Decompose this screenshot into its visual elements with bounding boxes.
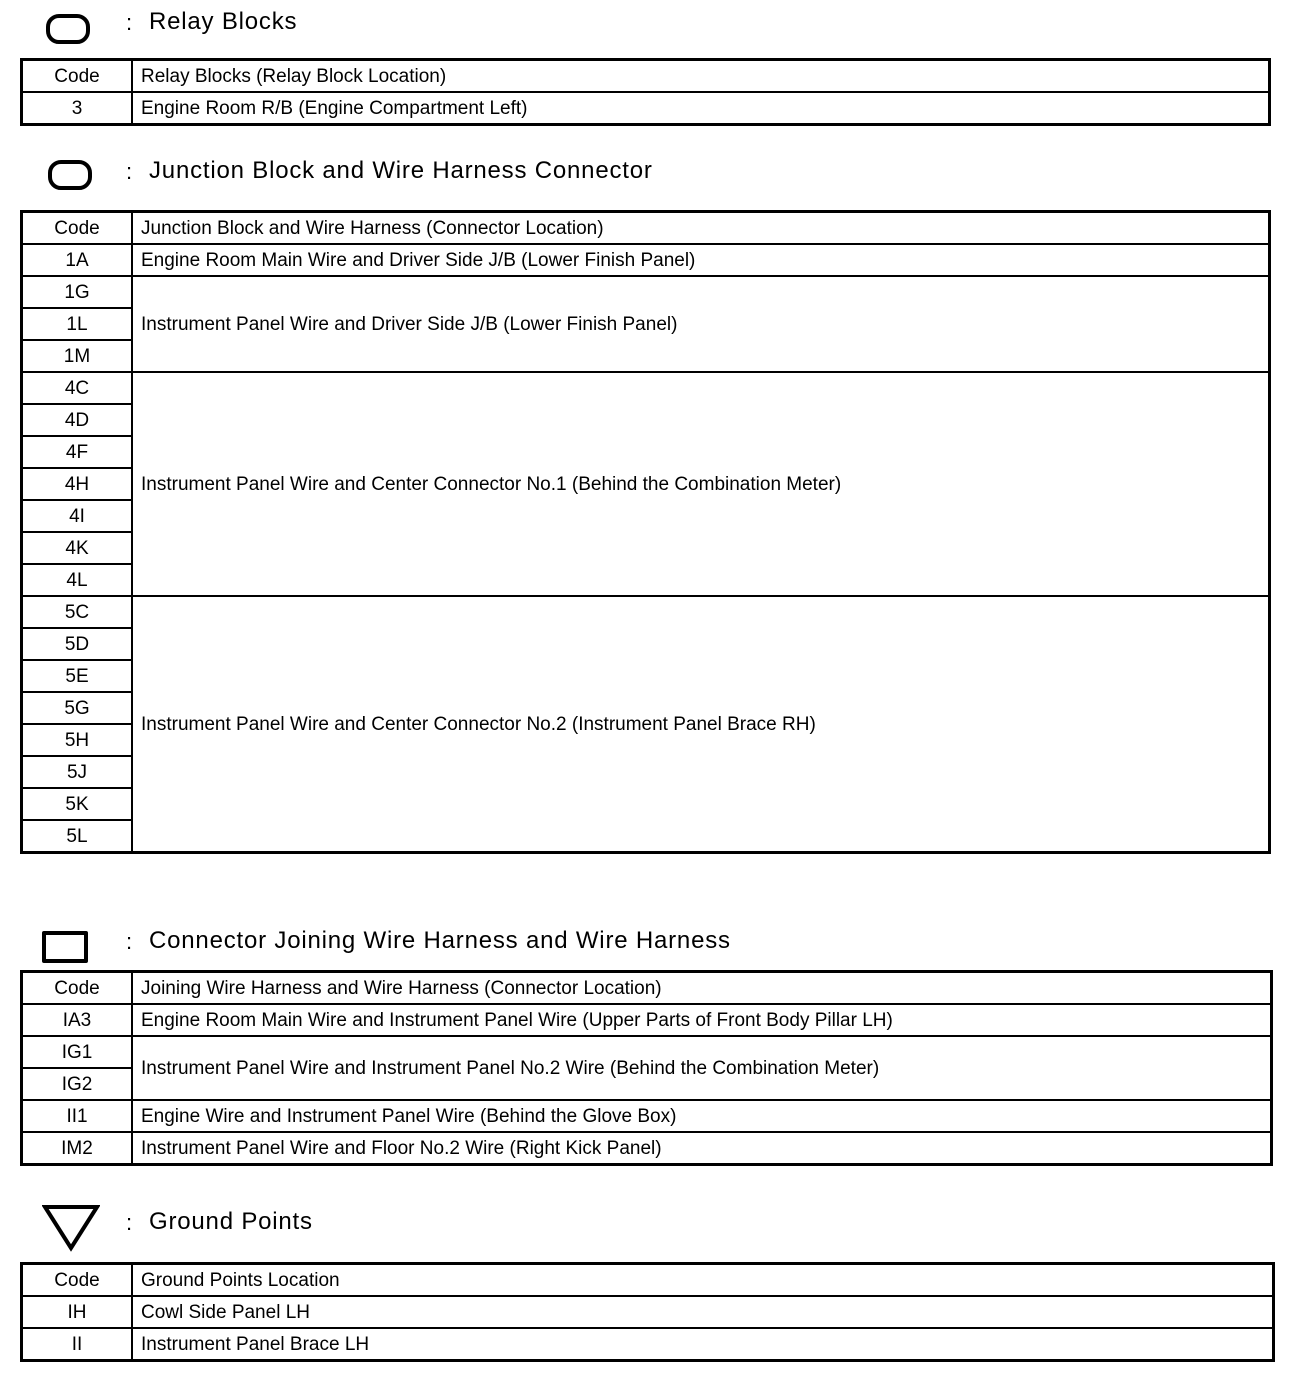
connector-symbol-icon: [42, 931, 88, 963]
code-cell: 5G: [22, 692, 133, 724]
heading-colon: :: [126, 10, 133, 35]
code-cell: 3: [22, 92, 133, 125]
location-cell: Instrument Panel Wire and Instrument Panel No.2 Wire (Behind the Combination Meter): [132, 1036, 1272, 1100]
section-title: Ground Points: [149, 1208, 313, 1235]
code-cell: 1G: [22, 276, 133, 308]
location-cell: Instrument Panel Wire and Driver Side J/B (Lower Finish Panel): [132, 276, 1270, 372]
code-cell: 4K: [22, 532, 133, 564]
ground-points-table: [20, 1262, 1275, 1362]
relay-block-symbol-icon: [46, 14, 90, 44]
table-row: [22, 92, 1270, 125]
code-cell: IA3: [22, 1004, 133, 1036]
table-header-row: [22, 212, 1270, 245]
location-column-header: Relay Blocks (Relay Block Location): [132, 60, 1270, 93]
location-column-header: Joining Wire Harness and Wire Harness (Connector Location): [132, 972, 1272, 1005]
location-cell: Engine Wire and Instrument Panel Wire (Behind the Glove Box): [132, 1100, 1272, 1132]
table-row: [22, 372, 1270, 404]
location-column-header: Junction Block and Wire Harness (Connector Location): [132, 212, 1270, 245]
code-cell: 1L: [22, 308, 133, 340]
relay-blocks-heading: [0, 8, 1312, 48]
location-cell: Engine Room Main Wire and Instrument Panel Wire (Upper Parts of Front Body Pillar LH): [132, 1004, 1272, 1036]
heading-colon: :: [126, 1210, 133, 1235]
code-cell: 4F: [22, 436, 133, 468]
code-cell: 1M: [22, 340, 133, 372]
code-cell: 4D: [22, 404, 133, 436]
table-header-row: [22, 1264, 1274, 1297]
section-title: Junction Block and Wire Harness Connector: [149, 157, 653, 184]
code-cell: II1: [22, 1100, 133, 1132]
section-title: Relay Blocks: [149, 8, 298, 35]
location-cell: Engine Room R/B (Engine Compartment Left): [132, 92, 1270, 125]
code-column-header: Code: [22, 1264, 133, 1297]
joining-connectors-table: [20, 970, 1273, 1166]
location-cell: Instrument Panel Wire and Floor No.2 Wire (Right Kick Panel): [132, 1132, 1272, 1165]
location-cell: Instrument Panel Brace LH: [132, 1328, 1274, 1361]
table-row: [22, 1036, 1272, 1068]
section-title: Connector Joining Wire Harness and Wire Harness: [149, 927, 731, 954]
code-column-header: Code: [22, 972, 133, 1005]
ground-points-heading: [0, 1208, 1312, 1248]
table-row: [22, 244, 1270, 276]
heading-colon: :: [126, 929, 133, 954]
table-header-row: [22, 60, 1270, 93]
table-row: [22, 1328, 1274, 1361]
code-cell: IH: [22, 1296, 133, 1328]
junction-block-symbol-icon: [48, 160, 92, 190]
location-cell: Engine Room Main Wire and Driver Side J/B (Lower Finish Panel): [132, 244, 1270, 276]
table-row: [22, 1004, 1272, 1036]
table-row: [22, 1296, 1274, 1328]
ground-triangle-icon: [42, 1204, 100, 1254]
code-cell: IG2: [22, 1068, 133, 1100]
junction-blocks-table: [20, 210, 1271, 854]
code-column-header: Code: [22, 60, 133, 93]
table-row: [22, 596, 1270, 628]
relay-blocks-table: [20, 58, 1271, 126]
code-cell: 5E: [22, 660, 133, 692]
code-cell: 5J: [22, 756, 133, 788]
table-row: [22, 1100, 1272, 1132]
location-cell: Cowl Side Panel LH: [132, 1296, 1274, 1328]
code-cell: 4C: [22, 372, 133, 404]
code-cell: 1A: [22, 244, 133, 276]
code-cell: 5K: [22, 788, 133, 820]
code-cell: IM2: [22, 1132, 133, 1165]
code-cell: 5D: [22, 628, 133, 660]
table-row: [22, 276, 1270, 308]
location-cell: Instrument Panel Wire and Center Connector No.2 (Instrument Panel Brace RH): [132, 596, 1270, 853]
code-cell: IG1: [22, 1036, 133, 1068]
code-cell: 4L: [22, 564, 133, 596]
code-cell: 4H: [22, 468, 133, 500]
location-column-header: Ground Points Location: [132, 1264, 1274, 1297]
junction-blocks-heading: [0, 157, 1312, 197]
code-cell: 4I: [22, 500, 133, 532]
heading-colon: :: [126, 159, 133, 184]
code-cell: II: [22, 1328, 133, 1361]
joining-connectors-heading: [0, 927, 1312, 967]
code-cell: 5H: [22, 724, 133, 756]
code-column-header: Code: [22, 212, 133, 245]
table-row: [22, 1132, 1272, 1165]
code-cell: 5C: [22, 596, 133, 628]
location-cell: Instrument Panel Wire and Center Connector No.1 (Behind the Combination Meter): [132, 372, 1270, 596]
table-header-row: [22, 972, 1272, 1005]
code-cell: 5L: [22, 820, 133, 853]
